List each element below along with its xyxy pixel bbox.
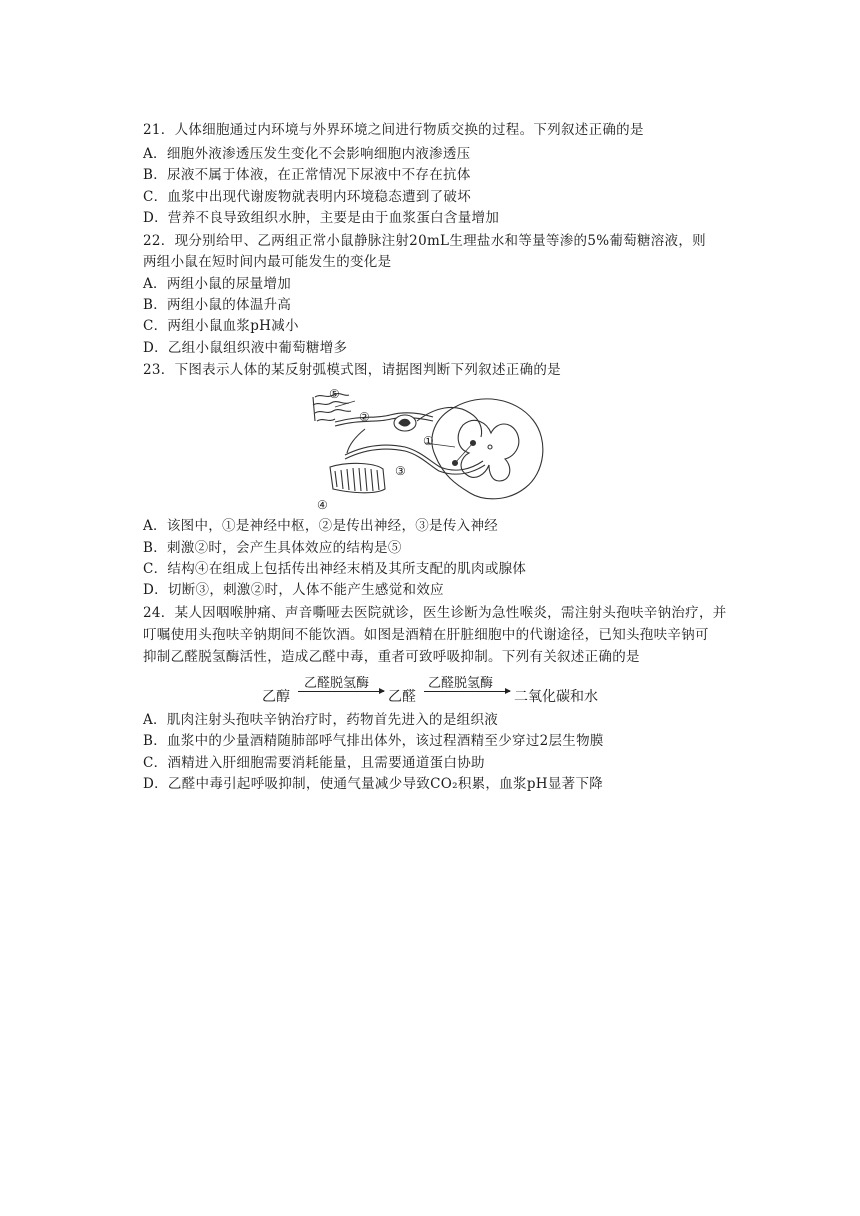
question-22-option-d: D．乙组小鼠组织液中葡萄糖增多 [143, 340, 348, 356]
question-24-option-a: A．肌肉注射头孢呋辛钠治疗时，药物首先进入的是组织液 [143, 712, 499, 728]
question-24-stem-line1: 24．某人因咽喉肿痛、声音嘶哑去医院就诊，医生诊断为急性喉炎，需注射头孢呋辛钠治疗，并 [143, 605, 727, 621]
question-21-option-c: C．血浆中出现代谢废物就表明内环境稳态遭到了破坏 [143, 189, 472, 205]
pathway-arrow-2 [424, 691, 510, 692]
pathway-enzyme-1: 乙醛脱氢酶 [304, 676, 370, 691]
question-24-option-c: C．酒精进入肝细胞需要消耗能量，且需要通道蛋白协助 [143, 755, 485, 771]
pathway-arrow-1 [298, 691, 384, 692]
question-23-option-b: B．刺激②时，会产生具体效应的结构是⑤ [143, 540, 402, 556]
question-22-stem-line2: 两组小鼠在短时间内最可能发生的变化是 [143, 254, 392, 270]
question-21-stem: 21．人体细胞通过内环境与外界环境之间进行物质交换的过程。下列叙述正确的是 [143, 122, 644, 138]
pathway-enzyme-2: 乙醛脱氢酶 [428, 676, 494, 691]
question-23-stem: 23．下图表示人体的某反射弧模式图，请据图判断下列叙述正确的是 [143, 362, 561, 378]
label-1: ① [423, 434, 434, 448]
question-24-option-b: B．血浆中的少量酒精随肺部呼气排出体外，该过程酒精至少穿过2层生物膜 [143, 733, 604, 749]
question-21-option-a: A．细胞外液渗透压发生变化不会影响细胞内液渗透压 [143, 146, 471, 162]
question-22-stem-line1: 22．现分别给甲、乙两组正常小鼠静脉注射20mL生理盐水和等量等渗的5%葡萄糖溶液，则 [143, 233, 706, 249]
metabolic-pathway [262, 676, 622, 706]
pathway-substrate: 乙醇 [262, 689, 290, 705]
label-5: ⑤ [329, 387, 340, 401]
question-23-option-a: A．该图中，①是神经中枢，②是传出神经，③是传入神经 [143, 518, 499, 534]
label-3: ③ [395, 464, 406, 478]
question-21-option-d: D．营养不良导致组织水肿，主要是由于血浆蛋白含量增加 [143, 210, 500, 226]
question-24-stem-line3: 抑制乙醛脱氢酶活性，造成乙醛中毒，重者可致呼吸抑制。下列有关叙述正确的是 [143, 649, 640, 665]
question-21-option-b: B．尿液不属于体液，在正常情况下尿液中不存在抗体 [143, 167, 471, 183]
question-24-option-d: D．乙醛中毒引起呼吸抑制，使通气量减少导致CO₂积累，血浆pH显著下降 [143, 776, 604, 792]
label-2: ② [359, 410, 370, 424]
question-22-option-c: C．两组小鼠血浆pH减小 [143, 318, 299, 334]
label-4: ④ [317, 498, 328, 512]
pathway-intermediate: 乙醛 [388, 689, 416, 705]
question-24-stem-line2: 叮嘱使用头孢呋辛钠期间不能饮酒。如图是酒精在肝脏细胞中的代谢途径，已知头孢呋辛钠可 [143, 627, 709, 643]
reflex-arc-figure [305, 385, 550, 515]
question-23-option-d: D．切断③，刺激②时，人体不能产生感觉和效应 [143, 582, 444, 598]
question-23-option-c: C．结构④在组成上包括传出神经末梢及其所支配的肌肉或腺体 [143, 561, 527, 577]
question-22-option-a: A．两组小鼠的尿量增加 [143, 276, 292, 292]
pathway-product: 二氧化碳和水 [514, 689, 598, 705]
question-22-option-b: B．两组小鼠的体温升高 [143, 297, 292, 313]
